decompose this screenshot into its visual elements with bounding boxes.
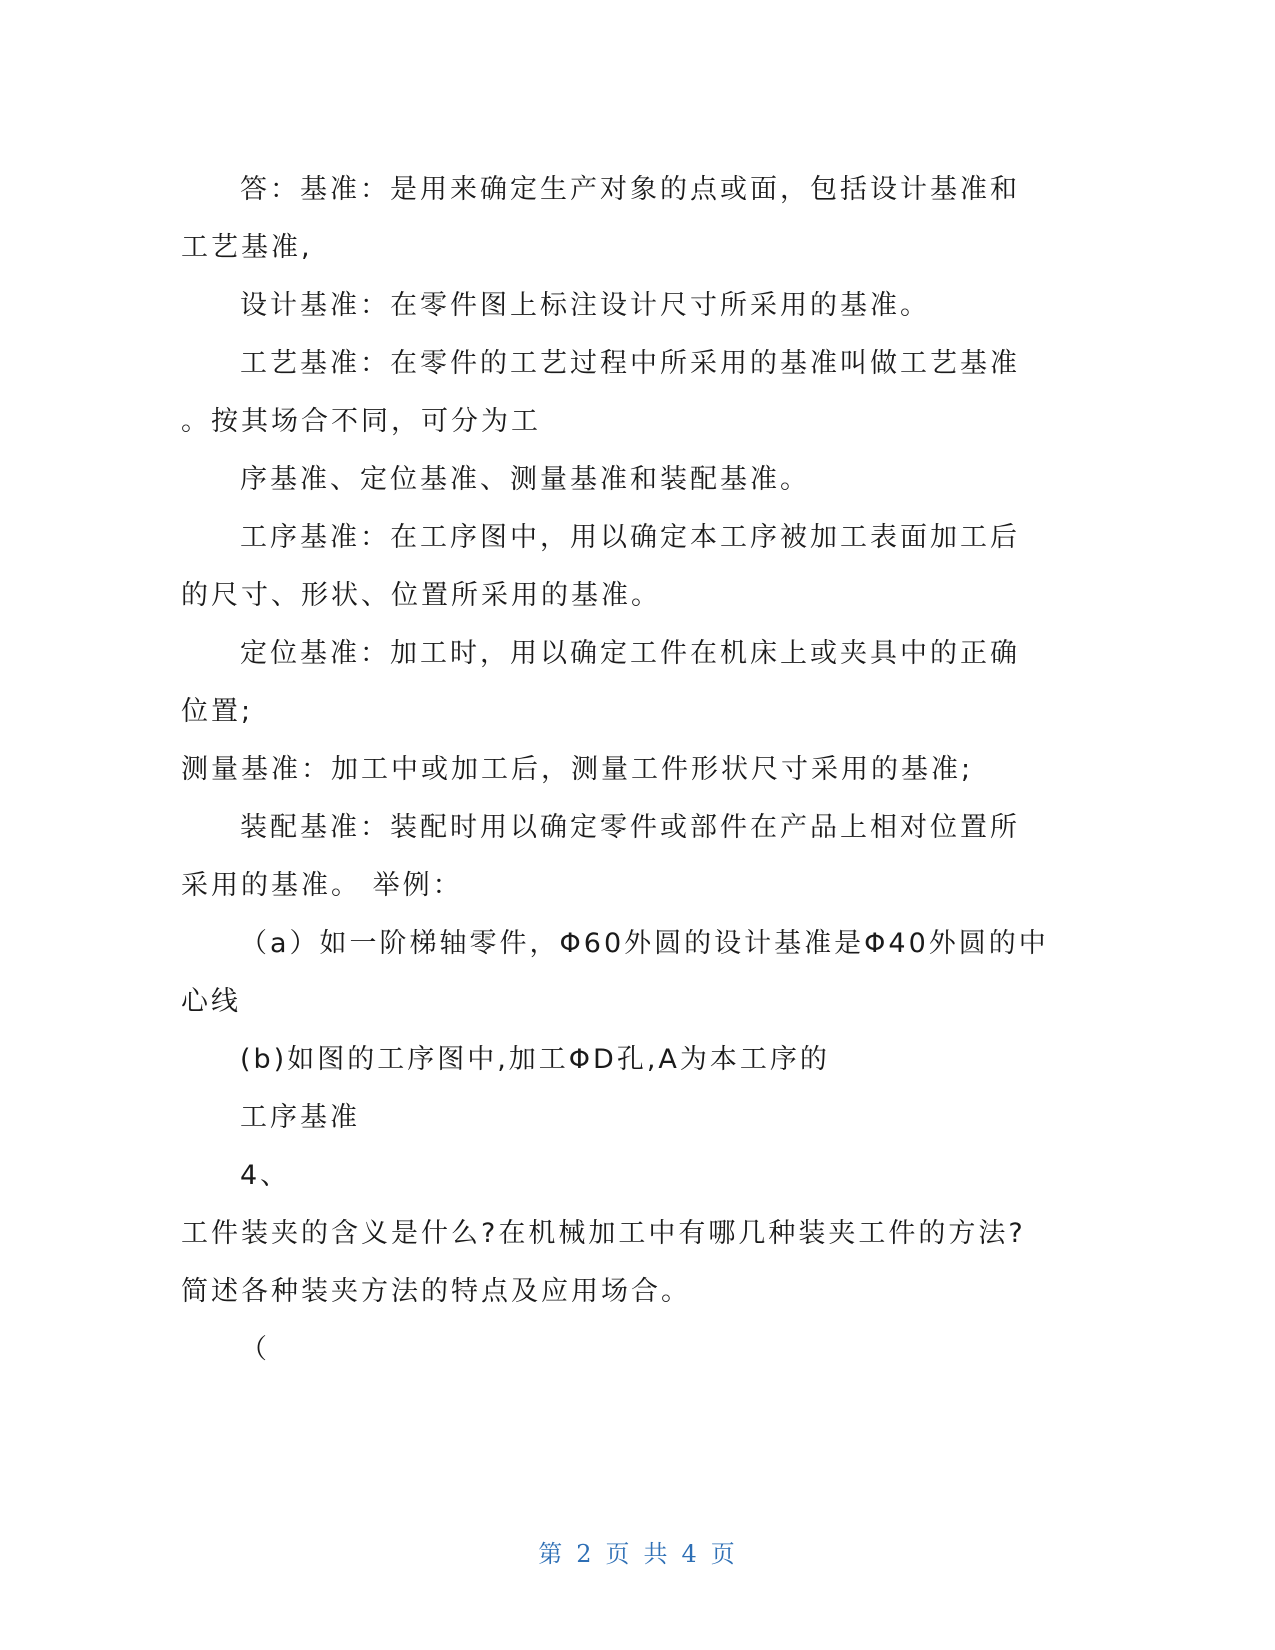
paragraph-line: 简述各种装夹方法的特点及应用场合。 [181,1276,691,1307]
paragraph-assembly-datum: 装配基准：装配时用以确定零件或部件在产品上相对位置所 [240,812,1020,843]
current-page-number: 2 [576,1540,594,1568]
paragraph-design-datum: 设计基准：在零件图上标注设计尺寸所采用的基准。 [240,290,930,321]
paragraph-measuring-datum: 测量基准：加工中或加工后，测量工件形状尺寸采用的基准; [181,754,974,785]
page-footer [0,1538,1275,1570]
paragraph-example-a: （a）如一阶梯轴零件，Φ60外圆的设计基准是Φ40外圆的中 [240,928,1049,959]
paragraph-open-paren: （ [240,1334,270,1365]
paragraph-question: 工件装夹的含义是什么?在机械加工中有哪几种装夹工件的方法? [181,1218,1026,1249]
paragraph-line: 采用的基准。 举例： [181,870,463,901]
paragraph-locating-datum: 定位基准：加工时，用以确定工件在机床上或夹具中的正确 [240,638,1020,669]
paragraph-line: 心线 [181,986,241,1017]
paragraph-process-datum: 工艺基准：在零件的工艺过程中所采用的基准叫做工艺基准 [240,348,1020,379]
paragraph-line: 位置; [181,696,254,727]
paragraph-answer: 答：基准：是用来确定生产对象的点或面，包括设计基准和 [240,174,1020,205]
paragraph-line: 工艺基准, [181,232,313,263]
paragraph-line: 。按其场合不同，可分为工 [181,406,541,437]
paragraph-line: 序基准、定位基准、测量基准和装配基准。 [240,464,810,495]
total-pages-number: 4 [681,1540,699,1568]
footer-page-word: 页 [605,1540,632,1568]
footer-prefix: 第 [538,1540,565,1568]
paragraph-line: 的尺寸、形状、位置所采用的基准。 [181,580,661,611]
paragraph-example-b: (b)如图的工序图中,加工ΦD孔,A为本工序的 [240,1044,830,1075]
footer-total-word: 共 [643,1540,670,1568]
footer-suffix: 页 [710,1540,737,1568]
question-number: 4、 [240,1160,291,1191]
paragraph-line: 工序基准 [240,1102,360,1133]
paragraph-operation-datum: 工序基准：在工序图中，用以确定本工序被加工表面加工后 [240,522,1020,553]
